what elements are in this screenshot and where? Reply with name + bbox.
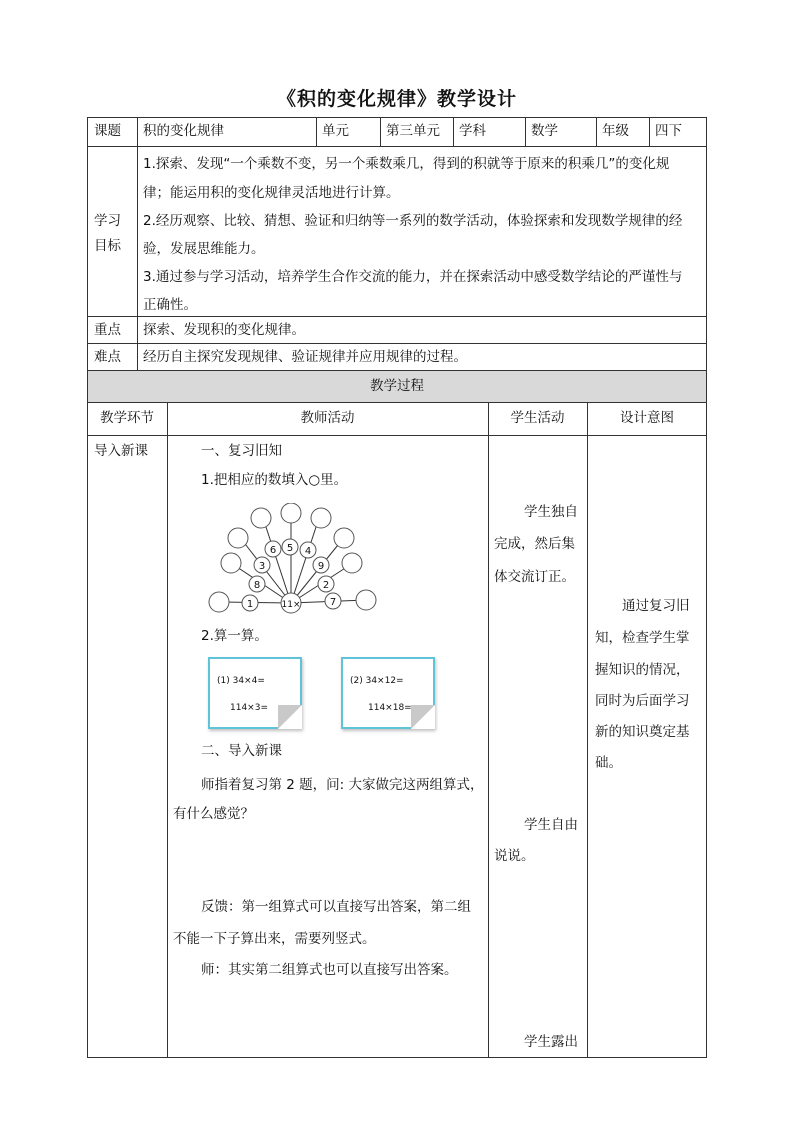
student-activity-1c: 体交流订正。	[494, 569, 575, 585]
fan-number: 5	[286, 543, 294, 554]
goals-label-1: 学习	[94, 213, 121, 229]
teacher-heading-review: 一、复习旧知	[201, 443, 282, 459]
process-title: 教学过程	[370, 378, 424, 394]
teacher-question-2: 2.算一算。	[201, 628, 268, 644]
teacher-paragraph-1b: 有什么感觉？	[173, 806, 254, 822]
difficulty-label: 难点	[94, 349, 121, 365]
exercise-card-1	[208, 657, 302, 729]
goal-line-3: 2.经历观察、比较、猜想、验证和归纳等一系列的数学活动，体验探索和发现数学规律的经	[143, 213, 683, 229]
key-point-label: 重点	[94, 322, 121, 338]
teacher-paragraph-2b: 不能一下子算出来，需要列竖式。	[173, 931, 376, 947]
teacher-question-1: 1.把相应的数填入○里。	[201, 472, 348, 488]
teacher-paragraph-3: 师：其实第二组算式也可以直接写出答案。	[201, 962, 458, 978]
card-1-line-2: 114×3=	[230, 703, 268, 713]
student-activity-3: 学生露出	[524, 1034, 578, 1050]
header-value-topic: 积的变化规律	[143, 123, 224, 139]
teacher-paragraph-2a: 反馈：第一组算式可以直接写出答案，第二组	[201, 899, 471, 915]
header-label-grade: 年级	[602, 123, 629, 139]
fan-center-label: 11×	[281, 600, 301, 610]
student-activity-1a: 学生独自	[524, 504, 578, 520]
card-2-line-1: (2) 34×12=	[350, 676, 404, 686]
header-value-unit: 第三单元	[386, 123, 440, 139]
fan-number: 9	[317, 561, 325, 572]
fan-number: 8	[253, 580, 261, 591]
design-intent-3: 握知识的情况，	[595, 662, 690, 678]
design-intent-6: 础。	[595, 755, 622, 771]
card-1-line-1: (1) 34×4=	[217, 676, 265, 686]
teacher-paragraph-1a: 师指着复习第 2 题，问: 大家做完这两组算式，	[201, 777, 484, 793]
column-teacher: 教师活动	[300, 410, 355, 426]
student-activity-2b: 说说。	[494, 848, 535, 864]
header-value-grade: 四下	[655, 123, 682, 139]
column-design: 设计意图	[620, 410, 674, 426]
goal-line-1: 1.探索、发现“一个乘数不变，另一个乘数乘几，得到的积就等于原来的积乘几”的变化规	[143, 156, 670, 172]
fan-number: 6	[269, 545, 277, 556]
fan-number: 4	[304, 546, 312, 557]
student-activity-1b: 完成，然后集	[494, 536, 575, 552]
student-activity-2a: 学生自由	[524, 817, 578, 833]
column-student: 学生活动	[510, 410, 565, 426]
column-stage: 教学环节	[100, 410, 154, 426]
design-intent-2: 知，检查学生掌	[595, 630, 690, 646]
page-title: 《积的变化规律》教学设计	[276, 88, 517, 110]
fan-diagram	[205, 503, 385, 618]
goal-line-2: 律；能运用积的变化规律灵活地进行计算。	[143, 185, 400, 201]
goal-line-4: 验，发展思维能力。	[143, 241, 265, 257]
exercise-card-2	[341, 657, 435, 729]
fan-number: 7	[329, 597, 337, 608]
goals-label-2: 目标	[94, 238, 121, 254]
goal-line-6: 正确性。	[143, 297, 197, 313]
header-label-subject: 学科	[459, 123, 486, 139]
header-value-subject: 数学	[531, 123, 558, 139]
stage-label: 导入新课	[94, 443, 148, 459]
card-2-line-2: 114×18=	[368, 703, 412, 713]
key-point-text: 探索、发现积的变化规律。	[143, 322, 305, 338]
teacher-heading-intro: 二、导入新课	[201, 743, 282, 759]
difficulty-text: 经历自主探究发现规律、验证规律并应用规律的过程。	[143, 349, 467, 365]
goal-line-5: 3.通过参与学习活动，培养学生合作交流的能力，并在探索活动中感受数学结论的严谨性与	[143, 269, 683, 285]
design-intent-4: 同时为后面学习	[595, 693, 690, 709]
fan-number: 3	[258, 561, 266, 572]
header-label-unit: 单元	[322, 123, 349, 139]
header-label-topic: 课题	[94, 123, 121, 139]
fan-number: 1	[246, 599, 254, 610]
design-intent-1: 通过复习旧	[622, 598, 690, 614]
fan-number: 2	[322, 580, 330, 591]
design-intent-5: 新的知识奠定基	[595, 724, 690, 740]
